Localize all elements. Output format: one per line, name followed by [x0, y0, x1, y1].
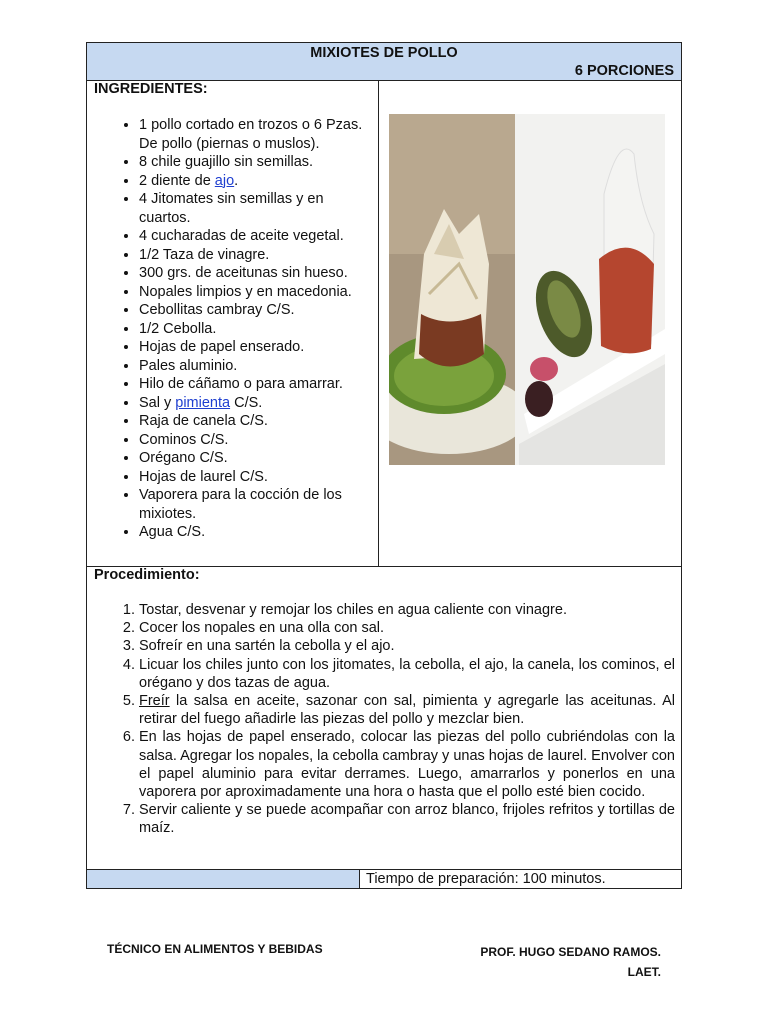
ingredient-item: • 2 diente de ajo. [139, 172, 374, 191]
procedure-step: 6. En las hojas de papel enserado, colocar las piezas del pollo cubriéndolas con la salsa. Agregar los nopales, la cebolla cambray y unas hojas de laurel. Envolver con el papel aluminio para evitar derrames. Luego, amarrarlos y ponerlos en una vaporera por aproximadamente una hora o hasta que el pollo esté bien cocido. [139, 728, 675, 801]
procedure-section [86, 567, 682, 870]
title-band [86, 42, 682, 81]
photo-cell [379, 81, 681, 566]
ingredient-item: • 4 cucharadas de aceite vegetal. [139, 227, 374, 246]
ingredients-list [87, 116, 374, 542]
ingredient-item: • 1 pollo cortado en trozos o 6 Pzas. De pollo (piernas o muslos). [139, 116, 374, 153]
ingredient-item: • Hilo de cáñamo o para amarrar. [139, 375, 374, 394]
footer-author [480, 942, 661, 982]
ingredient-item: • Raja de canela C/S. [139, 412, 374, 431]
footer-author-title: LAET. [627, 965, 661, 979]
recipe-title: MIXIOTES DE POLLO [310, 45, 458, 61]
procedure-title: Procedimiento: [94, 567, 200, 583]
ingredient-item: • Hojas de laurel C/S. [139, 468, 374, 487]
procedure-step: 5. Freír la salsa en aceite, sazonar con sal, pimienta y agregarle las aceitunas. Al retirar del fuego añadirle las piezas del pollo y mezclar bien. [139, 692, 675, 728]
procedure-step: 7. Servir caliente y se puede acompañar con arroz blanco, frijoles refritos y tortillas de maíz. [139, 801, 675, 837]
ingredient-item: • Orégano C/S. [139, 449, 374, 468]
ingredient-item: • 1/2 Cebolla. [139, 320, 374, 339]
ingredient-item: • 1/2 Taza de vinagre. [139, 246, 374, 265]
ingredient-item: • 4 Jitomates sin semillas y en cuartos. [139, 190, 374, 227]
procedure-step: 1. Tostar, desvenar y remojar los chiles en agua caliente con vinagre. [139, 601, 675, 619]
ingredient-item: • 300 grs. de aceitunas sin hueso. [139, 264, 374, 283]
ingredient-link[interactable]: pimienta [175, 394, 231, 411]
footer-program: TÉCNICO EN ALIMENTOS Y BEBIDAS [107, 942, 323, 956]
mixiote-photo [389, 114, 665, 465]
ingredient-item: • Pales aluminio. [139, 357, 374, 376]
procedure-step: 4. Licuar los chiles junto con los jitomates, la cebolla, el ajo, la canela, los cominos, el orégano y dos tazas de agua. [139, 656, 675, 692]
ingredient-item: • Nopales limpios y en macedonia. [139, 283, 374, 302]
ingredients-title: INGREDIENTES: [94, 81, 208, 97]
procedure-steps [87, 601, 675, 838]
ingredient-link[interactable]: ajo [214, 172, 235, 189]
procedure-step: 3. Sofreír en una sartén la cebolla y el ajo. [139, 637, 675, 655]
ingredient-item: • Agua C/S. [139, 523, 374, 542]
ingredient-item: • Cebollitas cambray C/S. [139, 301, 374, 320]
prep-time-blank-cell [87, 870, 360, 888]
ingredients-cell [87, 81, 379, 566]
ingredient-item: • Cominos C/S. [139, 431, 374, 450]
ingredient-item: • 8 chile guajillo sin semillas. [139, 153, 374, 172]
prep-time-row [86, 870, 682, 889]
prep-time: Tiempo de preparación: 100 minutos. [360, 870, 681, 888]
ingredient-item: • Hojas de papel enserado. [139, 338, 374, 357]
portions-label: 6 PORCIONES [574, 63, 674, 79]
procedure-step: 2. Cocer los nopales en una olla con sal. [139, 619, 675, 637]
ingredient-item: • Sal y pimienta C/S. [139, 394, 374, 413]
footer-author-name: PROF. HUGO SEDANO RAMOS. [480, 945, 661, 959]
ingredients-row [86, 81, 682, 567]
ingredient-item: • Vaporera para la cocción de los mixiotes. [139, 486, 374, 523]
recipe-card [86, 42, 682, 889]
